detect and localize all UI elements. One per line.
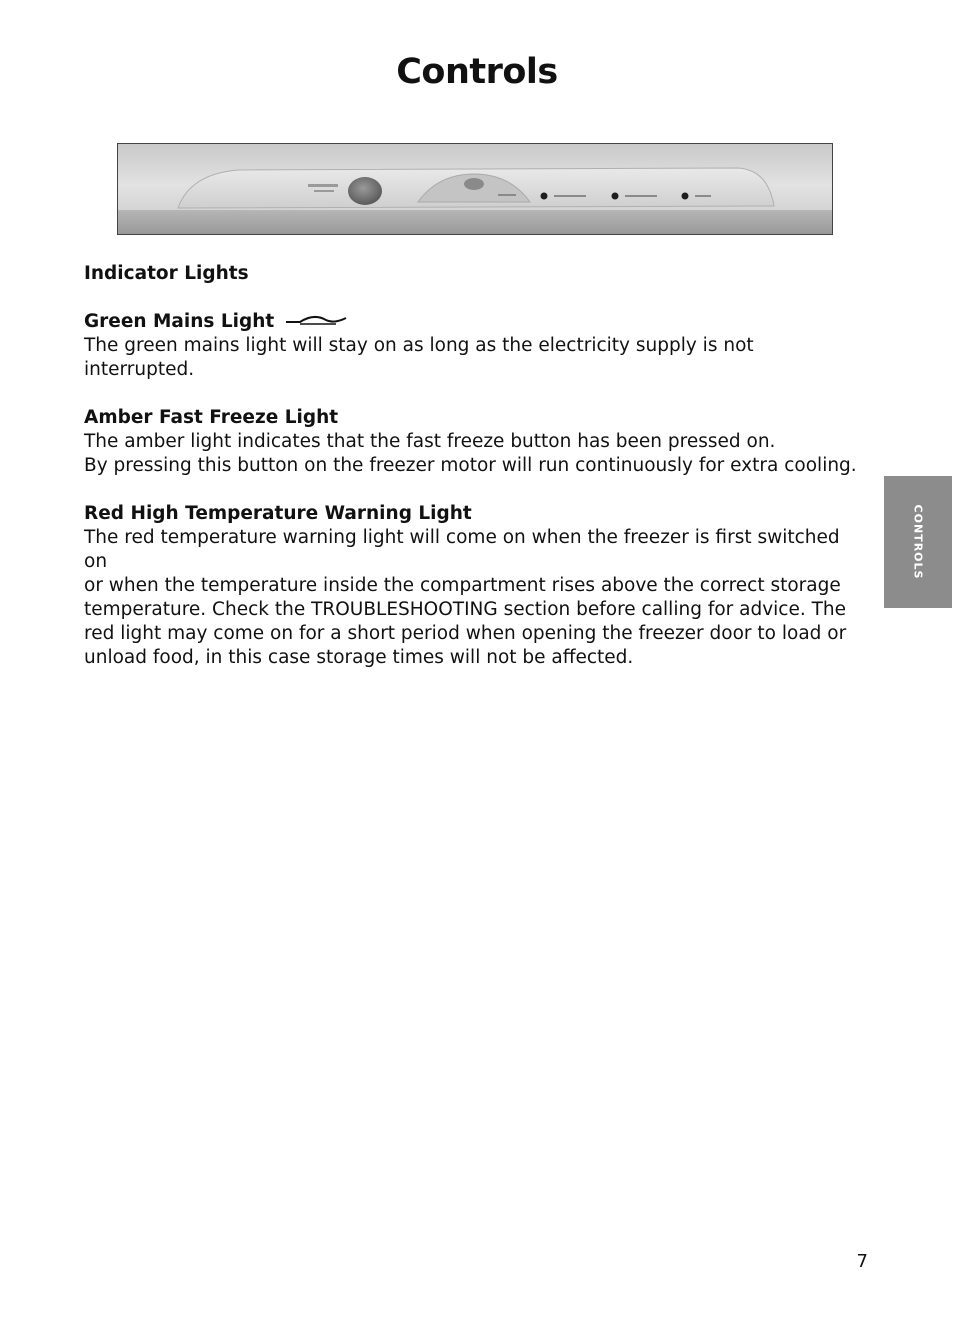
heading-indicator-lights: Indicator Lights [84,263,249,284]
section-indicator-lights [84,262,860,286]
green-text-line: The green mains light will stay on as long as the electricity supply is not interrupted. [84,335,754,380]
section-green-mains-light [84,310,860,382]
page-number: 7 [856,1251,868,1272]
mains-wave-icon [284,310,348,334]
heading-green-mains-light [84,310,860,334]
heading-amber-fast-freeze-light: Amber Fast Freeze Light [84,407,339,428]
amber-text-line: The amber light indicates that the fast freeze button has been pressed on. [84,431,776,452]
section-red-high-temperature-warning-light [84,502,860,670]
heading-green-text: Green Mains Light [84,311,275,332]
red-text-line: temperature. Check the TROUBLESHOOTING section before calling for advice. The [84,599,847,620]
heading-red-high-temperature-warning-light: Red High Temperature Warning Light [84,503,472,524]
section-amber-fast-freeze-light [84,406,860,478]
red-text-line: unload food, in this case storage times will not be affected. [84,647,634,668]
side-tab-label: CONTROLS [911,504,925,580]
side-tab-controls [884,476,952,608]
red-text-line: or when the temperature inside the compartment rises above the correct storage [84,575,841,596]
control-panel-photo [117,143,833,235]
page-title: Controls [396,52,558,92]
red-text-line: The red temperature warning light will come on when the freezer is first switched on [84,527,840,572]
red-text-line: red light may come on for a short period when opening the freezer door to load or [84,623,847,644]
amber-text-line: By pressing this button on the freezer motor will run continuously for extra cooling. [84,455,857,476]
content [84,262,860,670]
